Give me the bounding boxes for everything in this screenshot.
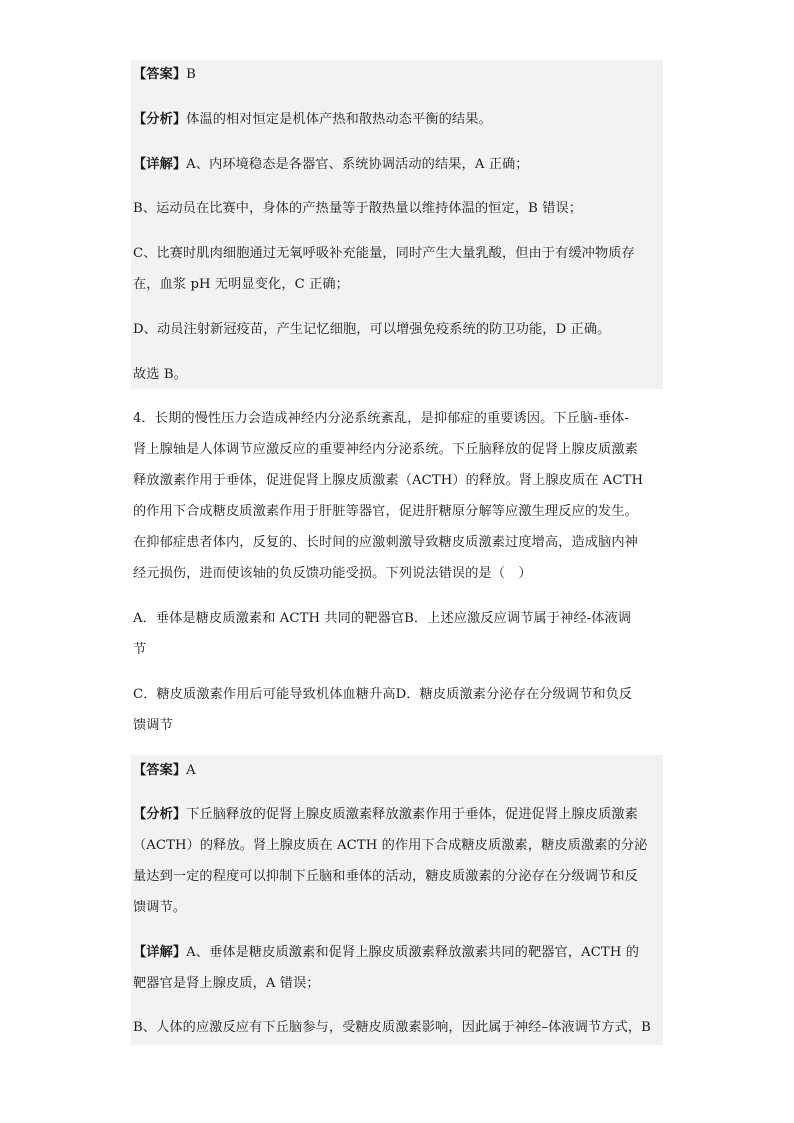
q4-analysis-line-1: 【分析】下丘脑释放的促肾上腺皮质激素释放激素作用于垂体，促进促肾上腺皮质激素 — [133, 807, 638, 822]
answer-tag: 【答案】 — [133, 763, 187, 778]
q4-stem-line-3: 释放激素作用于垂体，促进促肾上腺皮质激素（ACTH）的释放。肾上腺皮质在 ACTH — [133, 473, 644, 488]
q4-detail-b: B、人体的应激反应有下丘脑参与，受糖皮质激素影响，因此属于神经–体液调节方式，B — [133, 1020, 651, 1035]
q4-analysis-line-2: （ACTH）的释放。肾上腺皮质在 ACTH 的作用下合成糖皮质激素，糖皮质激素的分泌 — [133, 838, 648, 853]
analysis-tag: 【分析】 — [133, 807, 187, 822]
answer-value: A — [186, 763, 196, 778]
q3-analysis-line — [133, 111, 681, 129]
analysis-text: 体温的相对恒定是机体产热和散热动态平衡的结果。 — [186, 112, 492, 127]
q4-stem-line-6: 经元损伤，进而使该轴的负反馈功能受损。下列说法错误的是（ ） — [133, 566, 532, 581]
answer-tag: 【答案】 — [133, 67, 187, 82]
analysis-tag: 【分析】 — [133, 112, 187, 127]
q3-answer-line — [133, 66, 681, 84]
q3-detail-a: 【详解】A、内环境稳态是各器官、系统协调活动的结果，A 正确； — [133, 157, 529, 172]
q4-analysis-line-3: 量达到一定的程度可以抑制下丘脑和垂体的活动，糖皮质激素的分泌存在分级调节和反 — [133, 869, 638, 884]
q4-detail-a-1: 【详解】A、垂体是糖皮质激素和促肾上腺皮质激素释放激素共同的靶器官，ACTH 的 — [133, 945, 640, 960]
q3-conclusion: 故选 B。 — [133, 367, 187, 382]
q4-stem-line-1: 4．长期的慢性压力会造成神经内分泌系统紊乱，是抑郁症的重要诱因。下丘脑-垂体- — [133, 411, 629, 426]
q4-detail-a-2: 靶器官是肾上腺皮质，A 错误； — [133, 976, 320, 991]
q4-answer-line — [133, 762, 681, 780]
answer-block-q3 — [131, 60, 663, 389]
q3-detail-b: B、运动员在比赛中，身体的产热量等于散热量以维持体温的恒定，B 错误； — [133, 201, 583, 216]
q4-stem-line-5: 在抑郁症患者体内，反复的、长时间的应激刺激导致糖皮质激素过度增高，造成脑内神 — [133, 535, 638, 550]
detail-tag: 【详解】 — [133, 945, 187, 960]
q4-option-cd-2: 馈调节 — [133, 718, 173, 733]
q3-detail-d: D、动员注射新冠疫苗，产生记忆细胞，可以增强免疫系统的防卫功能，D 正确。 — [133, 322, 611, 337]
q4-option-ab-1: A．垂体是糖皮质激素和 ACTH 共同的靶器官B．上述应激反应调节属于神经-体液调 — [133, 611, 632, 626]
q4-analysis-line-4: 馈调节。 — [133, 900, 187, 915]
q4-option-ab-2: 节 — [133, 642, 147, 657]
q4-stem-line-2: 肾上腺轴是人体调节应激反应的重要神经内分泌系统。下丘脑释放的促肾上腺皮质激素 — [133, 442, 638, 457]
q4-option-cd-1: C．糖皮质激素作用后可能导致机体血糖升高D．糖皮质激素分泌存在分级调节和负反 — [133, 687, 633, 702]
answer-value: B — [186, 67, 196, 82]
q4-stem-line-4: 的作用下合成糖皮质激素作用于肝脏等器官，促进肝糖原分解等应激生理反应的发生。 — [133, 504, 638, 519]
detail-tag: 【详解】 — [133, 157, 187, 172]
q3-detail-c-1: C、比赛时肌肉细胞通过无氧呼吸补充能量，同时产生大量乳酸，但由于有缓冲物质存 — [133, 246, 635, 261]
q3-detail-c-2: 在，血浆 pH 无明显变化，C 正确； — [133, 277, 349, 292]
